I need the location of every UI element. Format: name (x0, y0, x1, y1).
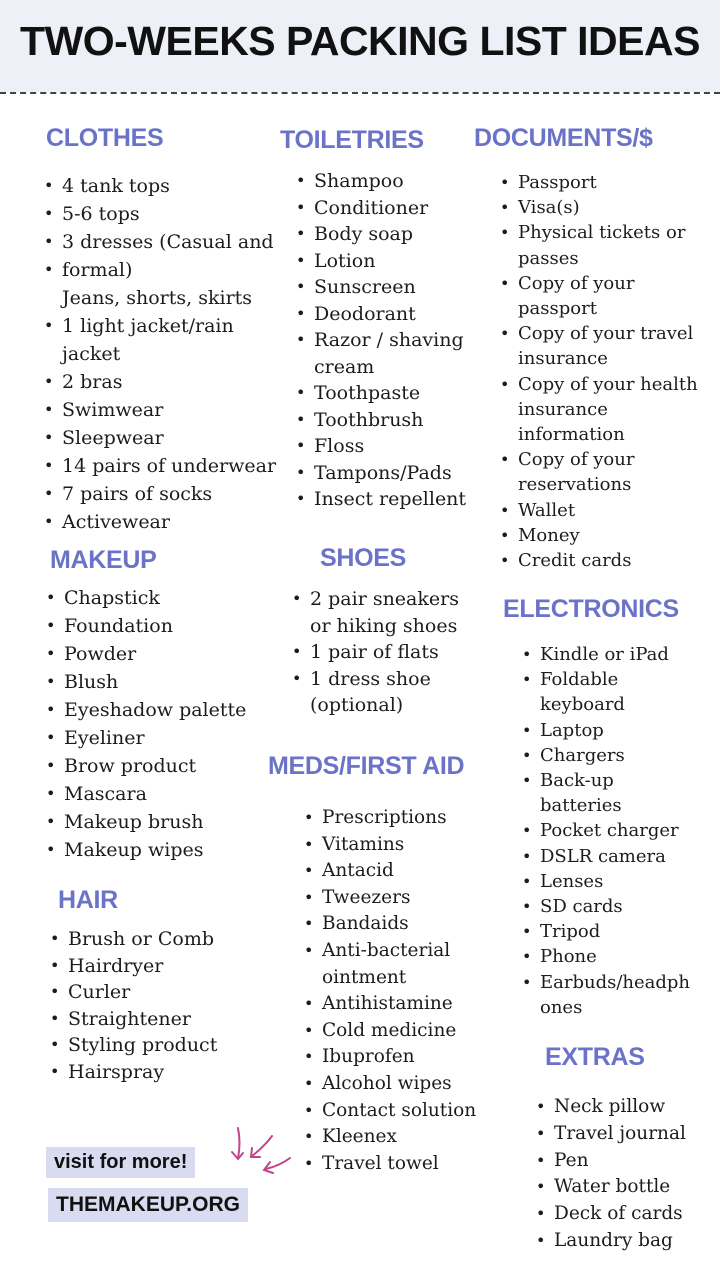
visit-tag: visit for more! (46, 1147, 195, 1178)
list-item: • 14 pairs of underwear (44, 452, 276, 480)
heading-extras: EXTRAS (545, 1043, 645, 1071)
list-item: ointment (322, 966, 407, 988)
list-item: • Foldable (522, 667, 690, 692)
list-item: • Pen (536, 1148, 686, 1175)
list-item: • Credit cards (500, 548, 698, 573)
list-item: keyboard (540, 694, 625, 716)
list-item: • 1 light jacket/rain (44, 312, 276, 340)
list-item: information (518, 424, 625, 446)
list-item: • Makeup brush (46, 808, 246, 836)
list-item: • Bandaids (304, 911, 476, 938)
list-item: • Lotion (296, 248, 466, 275)
heading-hair: HAIR (58, 886, 118, 914)
list-item: • DSLR camera (522, 844, 690, 869)
list-item: • 5-6 tops (44, 200, 276, 228)
list-item: • Visa(s) (500, 195, 698, 220)
list-item: • Laundry bag (536, 1228, 686, 1255)
heading-meds: MEDS/FIRST AID (268, 752, 465, 780)
list-item: • Chapstick (46, 584, 246, 612)
list-item: • Pocket charger (522, 818, 690, 843)
list-item: • Hairdryer (50, 953, 217, 980)
list-item: • Copy of your health (500, 372, 698, 397)
list-item: • SD cards (522, 894, 690, 919)
list-item: • Eyeshadow palette (46, 696, 246, 724)
list-item: • Swimwear (44, 396, 276, 424)
list-item: • Hairspray (50, 1059, 217, 1086)
dashed-divider (0, 92, 720, 94)
list-item: • 1 pair of flats (292, 639, 459, 666)
heading-clothes: CLOTHES (46, 124, 164, 152)
list-item: • Passport (500, 170, 698, 195)
arrows-icon (228, 1126, 298, 1182)
list-item: • Toothbrush (296, 407, 466, 434)
list-item: • Physical tickets or (500, 220, 698, 245)
list-item: • Laptop (522, 718, 690, 743)
list-item: • Body soap (296, 221, 466, 248)
list-item: • Chargers (522, 743, 690, 768)
list-item: (optional) (310, 694, 404, 716)
list-item: • 7 pairs of socks (44, 480, 276, 508)
list-item: • Straightener (50, 1006, 217, 1033)
list-item: • Vitamins (304, 832, 476, 859)
heading-makeup: MAKEUP (50, 546, 157, 574)
list-item: • Mascara (46, 780, 246, 808)
list-item: insurance (518, 348, 608, 370)
list-item: • Brow product (46, 752, 246, 780)
list-documents (500, 170, 698, 573)
list-item: • Copy of your (500, 447, 698, 472)
list-item: • Styling product (50, 1032, 217, 1059)
list-item: • Kindle or iPad (522, 642, 690, 667)
list-item: • Cold medicine (304, 1018, 476, 1045)
list-meds (304, 805, 476, 1177)
site-link[interactable]: THEMAKEUP.ORG (48, 1188, 248, 1222)
list-item: • Shampoo (296, 168, 466, 195)
list-hair (50, 926, 217, 1085)
list-item: • Eyeliner (46, 724, 246, 752)
list-item: or hiking shoes (310, 614, 458, 637)
list-item: • Kleenex (304, 1124, 476, 1151)
list-item: • Blush (46, 668, 246, 696)
list-item: • Antihistamine (304, 991, 476, 1018)
list-item: • Deck of cards (536, 1201, 686, 1228)
list-item: • Tweezers (304, 885, 476, 912)
list-item: • Foundation (46, 612, 246, 640)
page-title: TWO-WEEKS PACKING LIST IDEAS (20, 18, 700, 64)
list-shoes (292, 586, 459, 719)
list-item: ones (540, 996, 583, 1018)
list-item: insurance (518, 398, 608, 420)
list-item: • 2 pair sneakers (292, 586, 459, 613)
list-item: • Copy of your (500, 271, 698, 296)
list-item: • Back-up (522, 768, 690, 793)
list-item: • formal) (44, 256, 276, 284)
list-item: • Earbuds/headph (522, 970, 690, 995)
list-item: passes (518, 247, 579, 269)
list-item: • Prescriptions (304, 805, 476, 832)
list-item: • Antacid (304, 858, 476, 885)
list-item: • Activewear (44, 508, 276, 536)
list-item: passport (518, 298, 597, 320)
heading-documents: DOCUMENTS/$ (474, 124, 653, 152)
list-item: • 4 tank tops (44, 172, 276, 200)
list-item: • Wallet (500, 498, 698, 523)
list-item: • Neck pillow (536, 1094, 686, 1121)
list-item: • Copy of your travel (500, 321, 698, 346)
list-toiletries (296, 168, 466, 513)
list-item: batteries (540, 795, 622, 817)
list-item: • Money (500, 523, 698, 548)
list-item: • Sunscreen (296, 274, 466, 301)
list-item: Jeans, shorts, skirts (62, 287, 253, 309)
list-item: • Deodorant (296, 301, 466, 328)
list-clothes (44, 172, 276, 536)
list-item: • Razor / shaving (296, 327, 466, 354)
heading-electronics: ELECTRONICS (503, 595, 679, 623)
list-item: • Lenses (522, 869, 690, 894)
list-item: • Phone (522, 944, 690, 969)
list-electronics (522, 642, 690, 1020)
heading-shoes: SHOES (320, 544, 407, 572)
heading-toiletries: TOILETRIES (280, 126, 424, 154)
list-item: • Insect repellent (296, 486, 466, 513)
list-item: • 1 dress shoe (292, 666, 459, 693)
list-item: • Conditioner (296, 195, 466, 222)
list-item: • Sleepwear (44, 424, 276, 452)
list-item: • Brush or Comb (50, 926, 217, 953)
list-item: jacket (62, 343, 121, 365)
list-item: • Water bottle (536, 1174, 686, 1201)
list-item: • Floss (296, 433, 466, 460)
list-item: • Ibuprofen (304, 1044, 476, 1071)
list-item: • Anti-bacterial (304, 938, 476, 965)
list-item: • Alcohol wipes (304, 1071, 476, 1098)
list-item: • Travel towel (304, 1151, 476, 1178)
list-item: cream (314, 355, 375, 378)
list-item: • 2 bras (44, 368, 276, 396)
list-item: • Toothpaste (296, 380, 466, 407)
list-item: • Contact solution (304, 1098, 476, 1125)
list-extras (536, 1094, 686, 1255)
list-item: • Tripod (522, 919, 690, 944)
list-item: • 3 dresses (Casual and (44, 228, 276, 256)
list-item: reservations (518, 474, 632, 496)
list-item: • Curler (50, 979, 217, 1006)
list-item: • Travel journal (536, 1121, 686, 1148)
list-makeup (46, 584, 246, 864)
list-item: • Tampons/Pads (296, 460, 466, 487)
list-item: • Makeup wipes (46, 836, 246, 864)
list-item: • Powder (46, 640, 246, 668)
